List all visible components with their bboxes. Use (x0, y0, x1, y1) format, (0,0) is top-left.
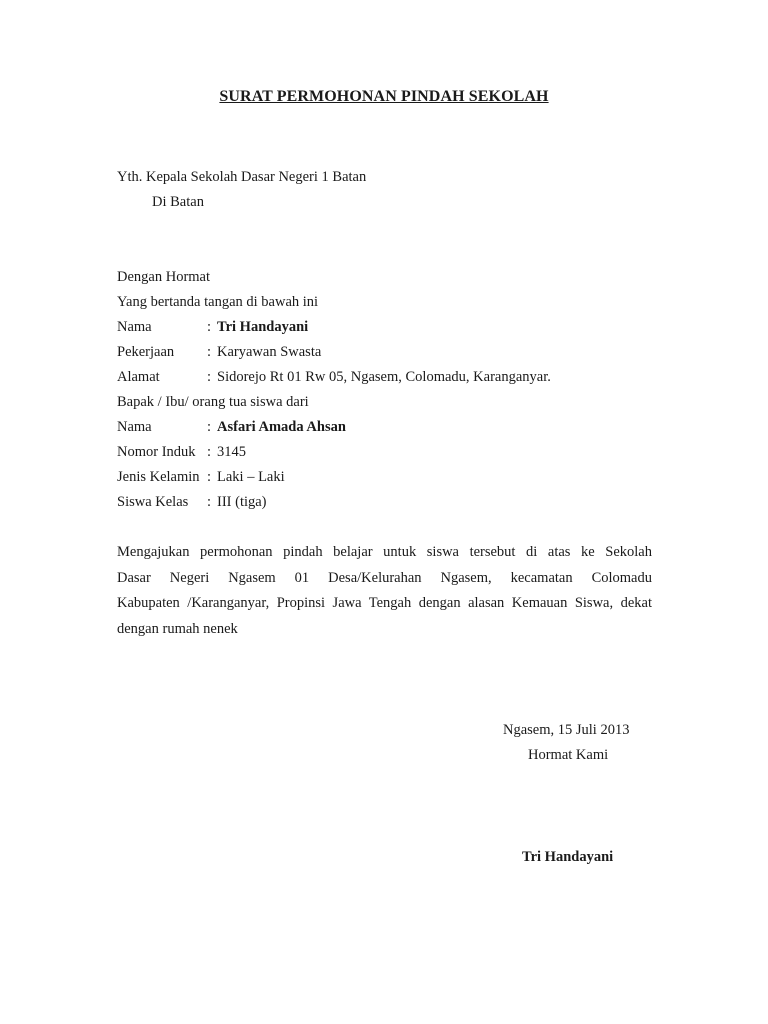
field-colon: : (207, 419, 212, 435)
recipient-line: Yth. Kepala Sekolah Dasar Negeri 1 Batan (117, 169, 367, 185)
field-colon: : (207, 344, 212, 360)
student-nis-value: 3145 (217, 444, 246, 460)
student-gender-row (117, 468, 285, 486)
field-label: Nama (117, 319, 152, 335)
parent-address-row (117, 368, 551, 386)
recipient-location: Di Batan (152, 194, 204, 210)
letter-title: SURAT PERMOHONAN PINDAH SEKOLAH (219, 88, 549, 105)
field-colon: : (207, 494, 212, 510)
field-label: Jenis Kelamin (117, 469, 200, 485)
parent-address-value: Sidorejo Rt 01 Rw 05, Ngasem, Colomadu, Karanganyar. (217, 369, 551, 385)
paragraph-line: Dasar Negeri Ngasem 01 Desa/Kelurahan Ngasem, kecamatan Colomadu (117, 569, 652, 586)
field-label: Nama (117, 419, 152, 435)
place-date: Ngasem, 15 Juli 2013 (503, 722, 630, 738)
parent-name-value: Tri Handayani (217, 319, 309, 335)
intro-text: Yang bertanda tangan di bawah ini (117, 294, 319, 310)
greeting: Dengan Hormat (117, 269, 211, 285)
field-colon: : (207, 319, 212, 335)
parent-job-value: Karyawan Swasta (217, 344, 322, 360)
field-colon: : (207, 444, 212, 460)
student-class-value: III (tiga) (217, 494, 267, 510)
parent-of-text: Bapak / Ibu/ orang tua siswa dari (117, 394, 309, 410)
paragraph-line: Mengajukan permohonan pindah belajar untuk siswa tersebut di atas ke Sekolah (117, 544, 652, 560)
field-colon: : (207, 369, 212, 385)
field-label: Pekerjaan (117, 344, 175, 360)
parent-name-row (117, 318, 308, 336)
student-class-row (117, 493, 267, 511)
regards: Hormat Kami (528, 747, 609, 763)
field-label: Nomor Induk (117, 444, 196, 460)
request-paragraph (117, 540, 652, 642)
signer-name: Tri Handayani (522, 849, 614, 865)
paragraph-line: Kabupaten /Karanganyar, Propinsi Jawa Tengah dengan alasan Kemauan Siswa, dekat (117, 595, 652, 611)
student-nis-row (117, 443, 246, 461)
student-name-row (117, 418, 346, 436)
field-label: Alamat (117, 369, 160, 385)
field-label: Siswa Kelas (117, 494, 189, 510)
field-colon: : (207, 469, 212, 485)
student-gender-value: Laki – Laki (217, 469, 285, 485)
paragraph-line: dengan rumah nenek (117, 620, 238, 637)
parent-job-row (117, 343, 321, 361)
student-name-value: Asfari Amada Ahsan (217, 419, 346, 435)
